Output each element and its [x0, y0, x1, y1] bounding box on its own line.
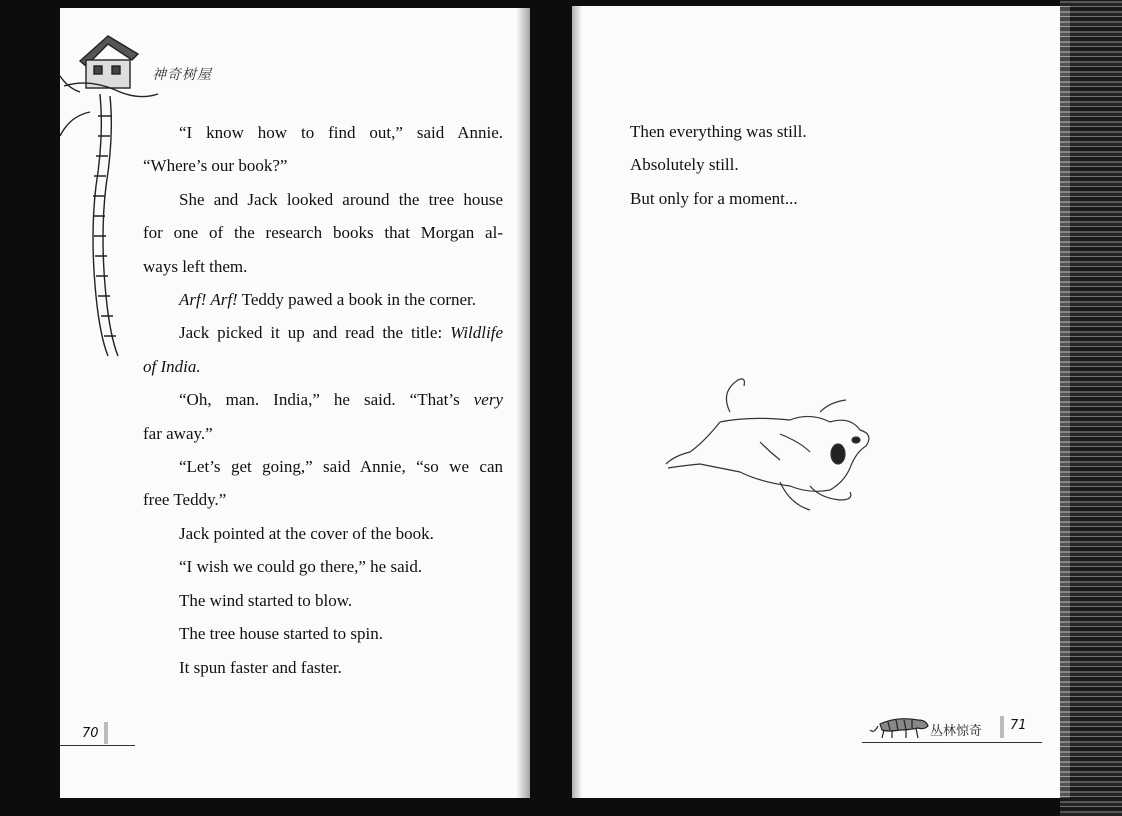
folio-tab: [1000, 716, 1004, 738]
text-line: Jack pointed at the cover of the book.: [179, 523, 434, 543]
text-line: for one of the research books that Morgan al-: [143, 223, 503, 243]
text-run: “Oh, man. India,” he said. “That’s: [179, 390, 474, 410]
text-line: [143, 383, 503, 416]
gutter-shadow: [572, 6, 582, 798]
right-page: [572, 6, 1070, 798]
folio-tab: [104, 722, 108, 744]
text-line: The wind started to blow.: [179, 590, 353, 610]
footer-rule-right: [862, 742, 1042, 743]
text-line: Then everything was still.: [630, 122, 807, 141]
dog-illustration: [660, 372, 890, 522]
text-line: ways left them.: [143, 256, 248, 276]
text-line: [143, 283, 503, 316]
left-page: [60, 8, 530, 798]
text-line: The tree house started to spin.: [179, 624, 383, 644]
scan-edge: [1060, 0, 1122, 816]
text-run: of India.: [143, 356, 201, 376]
text-line: “I know how to find out,” said Annie.: [179, 123, 503, 142]
left-page-text: [143, 116, 503, 684]
text-line: Absolutely still.: [630, 155, 739, 175]
text-line: She and Jack looked around the tree house: [179, 189, 503, 209]
text-line: far away.”: [143, 423, 213, 443]
page-number-left: 70: [82, 726, 99, 741]
text-run: Wildlife: [450, 323, 503, 343]
text-line: free Teddy.”: [143, 490, 227, 510]
text-line: “I wish we could go there,” he said.: [179, 557, 423, 577]
text-line: [143, 316, 503, 349]
text-run: very: [473, 390, 503, 410]
gutter-shadow: [516, 8, 530, 798]
text-line: But only for a moment...: [630, 188, 798, 208]
text-line: “Where’s our book?”: [143, 156, 288, 176]
text-line: “Let’s get going,” said Annie, “so we can: [179, 457, 503, 477]
text-run: Teddy pawed a book in the corner.: [237, 290, 477, 310]
running-footer-title: 丛林惊奇: [930, 724, 983, 739]
right-page-text: [630, 115, 930, 215]
text-run: Arf! Arf!: [179, 290, 238, 310]
text-run: Jack picked it up and read the title:: [179, 323, 451, 343]
running-header-title: 神奇树屋: [152, 67, 212, 83]
page-number-right: 71: [1010, 718, 1027, 733]
footer-rule-left: [60, 745, 135, 746]
text-line: It spun faster and faster.: [179, 657, 342, 677]
text-line: [143, 350, 503, 383]
